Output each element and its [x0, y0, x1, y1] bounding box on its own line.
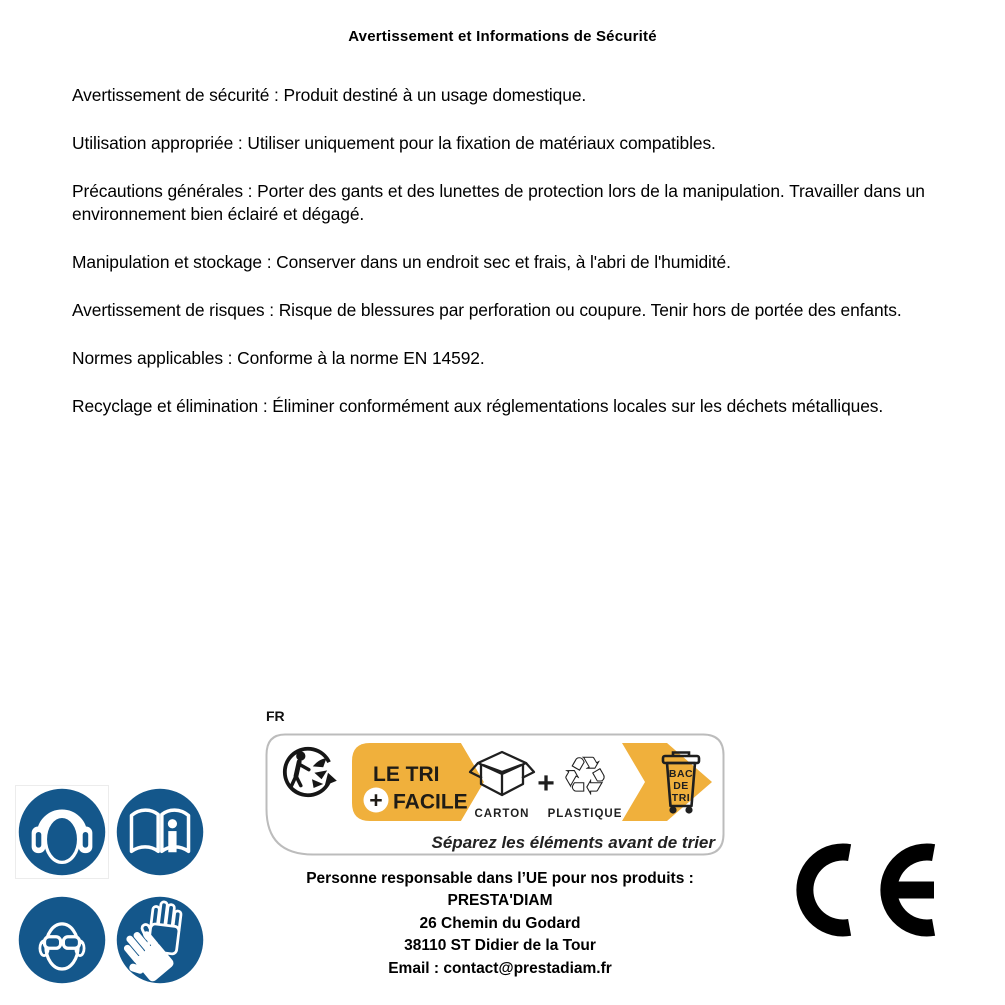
recycle-symbol-icon: ♲: [560, 747, 610, 807]
address-street: 26 Chemin du Godard: [419, 914, 581, 932]
material-1-label: CARTON: [474, 808, 530, 820]
bin-label-line2: DE: [673, 780, 689, 792]
recycling-sorting-label: [265, 733, 725, 856]
label-tagline: Séparez les éléments avant de trier: [431, 833, 715, 852]
headline-line1: LE TRI: [373, 763, 440, 786]
company-name: PRESTA'DIAM: [447, 892, 553, 910]
responsible-person-block: [250, 868, 750, 980]
contact-email: Email : contact@prestadiam.fr: [388, 959, 612, 977]
safety-paragraph: Recyclage et élimination : Éliminer conformément aux réglementations locales sur les déchets métalliques.: [72, 396, 884, 416]
wear-ear-protection-icon: [16, 786, 108, 878]
address-city: 38110 ST Didier de la Tour: [404, 937, 596, 955]
safety-paragraph: Normes applicables : Conforme à la norme EN 14592.: [72, 348, 485, 368]
wear-eye-protection-icon: [16, 894, 108, 986]
read-instruction-manual-icon: [114, 786, 206, 878]
country-code-label: FR: [266, 708, 285, 724]
safety-paragraph: Avertissement de sécurité : Produit destiné à un usage domestique.: [72, 85, 587, 105]
bin-label-line1: BAC: [668, 768, 694, 780]
plus-icon: +: [537, 767, 555, 800]
headline-line2: FACILE: [393, 790, 468, 814]
safety-text-block: [72, 84, 968, 443]
responsible-line: Personne responsable dans l’UE pour nos produits :: [306, 870, 694, 887]
wear-protective-gloves-icon: [114, 894, 206, 986]
safety-paragraph: Utilisation appropriée : Utiliser uniquement pour la fixation de matériaux compatibles.: [72, 133, 716, 153]
ce-marking-logo: [796, 838, 971, 943]
safety-paragraph: Précautions générales : Porter des gants et des lunettes de protection lors de la manipulation. Travailler dans un environnement bien éclairé et dégagé.: [72, 181, 925, 224]
page-title: Avertissement et Informations de Sécurité: [348, 28, 657, 45]
bin-label-line3: TRI: [671, 792, 691, 804]
safety-paragraph: Avertissement de risques : Risque de blessures par perforation ou coupure. Tenir hors de portée des enfants.: [72, 300, 902, 320]
material-2-label: PLASTIQUE: [547, 808, 623, 820]
safety-paragraph: Manipulation et stockage : Conserver dans un endroit sec et frais, à l'abri de l'humidité.: [72, 252, 731, 272]
plus-icon: +: [369, 787, 383, 813]
